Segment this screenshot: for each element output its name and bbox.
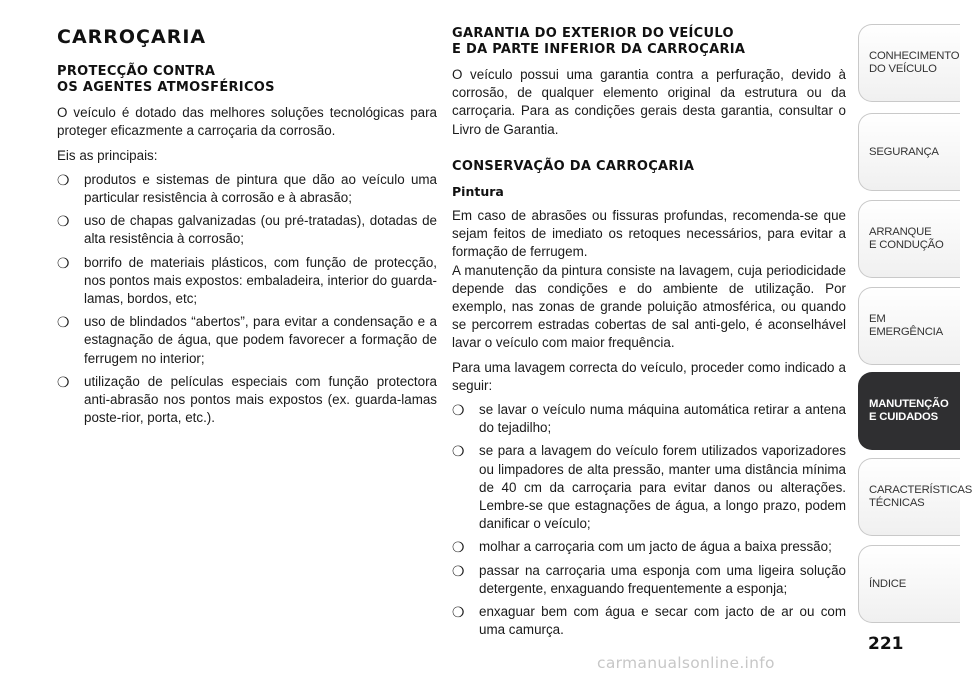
tab-label-line: CARACTERÍSTICAS	[869, 484, 972, 496]
circle-bullet-icon: ❍	[57, 373, 70, 390]
circle-bullet-icon: ❍	[57, 314, 70, 331]
tab-label-line: ARRANQUE	[869, 226, 932, 238]
tab-label-line: CONHECIMENTO	[869, 50, 960, 62]
tab-maintenance-care[interactable]	[858, 372, 960, 450]
tab-label-line: E CUIDADOS	[869, 411, 938, 423]
washing-list	[452, 401, 846, 639]
watermark-text: carmanualsonline.info	[597, 654, 775, 672]
tab-vehicle-knowledge[interactable]	[858, 24, 960, 102]
list-item	[57, 171, 437, 207]
list-item-text: uso de chapas galvanizadas (ou pré-tratadas), dotadas de alta resistência à corrosão;	[84, 213, 437, 247]
section-title-line: GARANTIA DO EXTERIOR DO VEÍCULO	[452, 26, 734, 41]
tab-emergency[interactable]	[858, 287, 960, 365]
intro-paragraph: O veículo é dotado das melhores soluções tecnológicas para proteger eficazmente a carroçaria da corrosão.	[57, 105, 437, 139]
tab-starting-driving[interactable]	[858, 200, 960, 278]
tab-index[interactable]	[858, 545, 960, 623]
tab-label-line: SEGURANÇA	[869, 145, 939, 158]
circle-bullet-icon: ❍	[452, 443, 465, 460]
list-item-text: se lavar o veículo numa máquina automática retirar a antena do tejadilho;	[479, 402, 846, 436]
circle-bullet-icon: ❍	[452, 562, 465, 579]
circle-bullet-icon: ❍	[57, 213, 70, 230]
section-title-guarantee	[452, 26, 846, 58]
spacer	[452, 145, 846, 159]
page-number: 221	[868, 634, 904, 654]
list-item	[57, 373, 437, 428]
section-title-protection	[57, 64, 437, 96]
subsection-title-paint: Pintura	[452, 183, 504, 199]
section-title-line: E DA PARTE INFERIOR DA CARROÇARIA	[452, 42, 746, 57]
list-item-text: borrifo de materiais plásticos, com função de protecção, nos pontos mais expostos: embaladeira, interior do guarda-lamas, bordos, etc;	[84, 254, 437, 307]
list-item	[452, 562, 846, 598]
list-item-text: passar na carroçaria uma esponja com uma ligeira solução detergente, enxaguando frequentemente a esponja;	[479, 562, 846, 596]
list-item-text: produtos e sistemas de pintura que dão ao veículo uma particular resistência à corrosão e à abrasão;	[84, 171, 437, 206]
list-item-text: utilização de películas especiais com função protectora anti-abrasão nos pontos mais expostos (ex. guarda-lamas poste-rior, porta, etc.).	[84, 373, 437, 426]
right-column	[452, 26, 846, 644]
tab-label	[869, 50, 959, 76]
list-item	[57, 254, 437, 309]
paint-paragraph-3: Para uma lavagem correcta do veículo, proceder como indicado a seguir:	[452, 359, 846, 393]
tab-label	[869, 226, 944, 252]
tab-label-line: TÉCNICAS	[869, 497, 925, 509]
circle-bullet-icon: ❍	[452, 402, 465, 419]
left-column	[57, 26, 437, 432]
paint-paragraph-1: Em caso de abrasões ou fissuras profundas, recomenda-se que sejam feitos de imediato os retoques necessários, para evitar a formação de ferrugem.	[452, 208, 846, 260]
tab-safety[interactable]	[858, 113, 960, 191]
lead-paragraph: Eis as principais:	[57, 147, 158, 163]
guarantee-paragraph: O veículo possui uma garantia contra a perfuração, devido à corrosão, de qualquer elemento original da estrutura ou da carroçaria. Para as condições gerais desta garantia, consultar o Livro de Garantia.	[452, 67, 846, 137]
tab-label-line: DO VEÍCULO	[869, 63, 937, 75]
page-title: CARROÇARIA	[57, 26, 207, 48]
list-item-text: enxaguar bem com água e secar com jacto de ar ou com uma camurça.	[479, 604, 846, 638]
list-item	[452, 442, 846, 533]
tab-technical-specs[interactable]	[858, 458, 972, 536]
circle-bullet-icon: ❍	[452, 604, 465, 621]
circle-bullet-icon: ❍	[57, 254, 70, 271]
tab-label	[869, 313, 956, 339]
paint-paragraph-2: A manutenção da pintura consiste na lavagem, cuja periodicidade depende das condições e do ambiente de utilização. Por exemplo, nas zonas de grande poluição atmosférica, ou quando se percorrem estradas cobertas de sal anti-gelo, é aconselhável lavar o veículo com maior frequência.	[452, 262, 846, 351]
chapter-sidebar	[858, 0, 972, 677]
list-item	[452, 603, 846, 639]
tab-label-line: EM EMERGÊNCIA	[869, 313, 943, 338]
tab-label	[869, 398, 949, 424]
tab-label-line: E CONDUÇÃO	[869, 239, 944, 251]
tab-label-line: ÍNDICE	[869, 577, 907, 590]
list-item	[57, 313, 437, 368]
circle-bullet-icon: ❍	[57, 171, 70, 188]
list-item-text: uso de blindados “abertos”, para evitar a condensação e a estagnação de água, que podem favorecer a formação de ferrugem no interior;	[84, 314, 437, 366]
tab-label	[869, 578, 906, 591]
tab-label	[869, 146, 939, 159]
list-item	[452, 538, 846, 556]
section-title-line: PROTECÇÃO CONTRA	[57, 64, 216, 80]
list-item	[57, 212, 437, 248]
tab-label	[869, 484, 972, 510]
tab-label-line: MANUTENÇÃO	[869, 398, 949, 410]
list-item	[452, 401, 846, 437]
list-item-text: se para a lavagem do veículo forem utilizados vaporizadores ou limpadores de alta pressão, manter uma distância mínima de 40 cm da carroçaria para evitar danos ou alterações. Lembre-se que estagnações de água, a longo prazo, podem danificar o veículo;	[479, 443, 846, 532]
protection-list	[57, 171, 437, 428]
section-title-line: OS AGENTES ATMOSFÉRICOS	[57, 80, 275, 96]
section-title-conservation: CONSERVAÇÃO DA CARROÇARIA	[452, 158, 695, 174]
circle-bullet-icon: ❍	[452, 539, 465, 556]
list-item-text: molhar a carroçaria com um jacto de água a baixa pressão;	[479, 539, 832, 555]
